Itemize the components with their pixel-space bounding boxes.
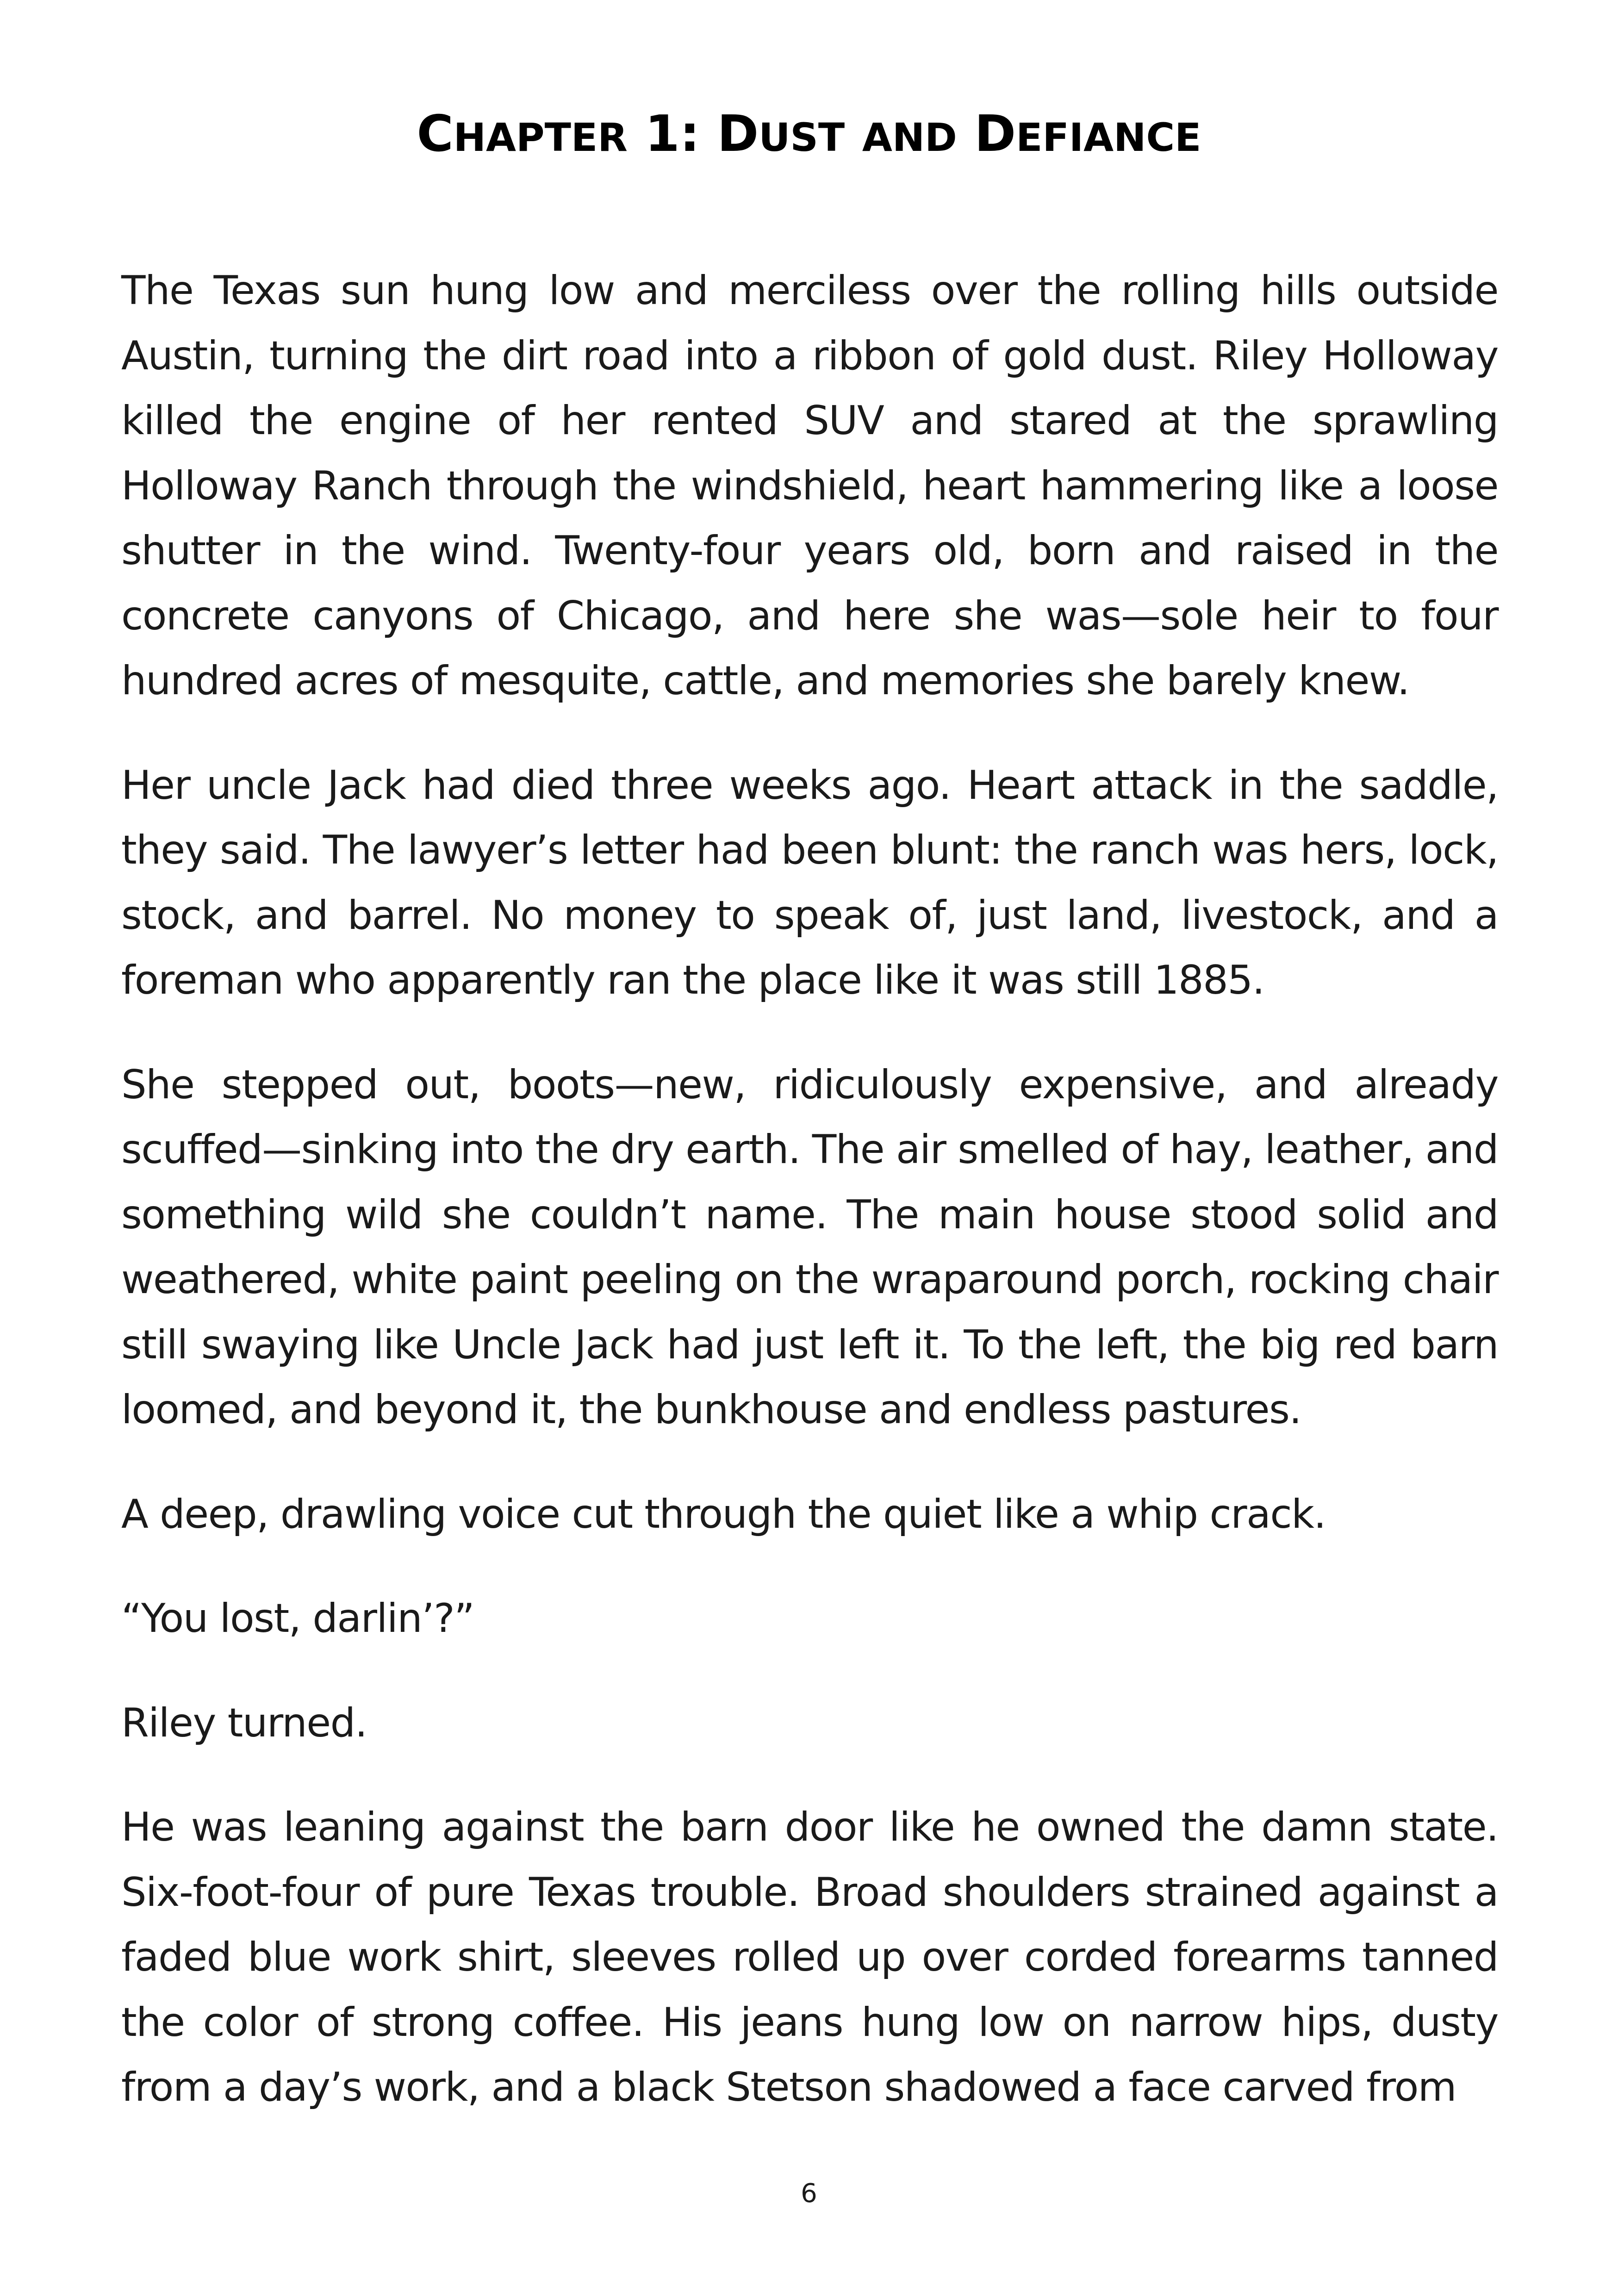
paragraph-1: The Texas sun hung low and merciless over the rolling hills outside Austin, turning the dirt road into a ribbon of gold dust. Riley Holloway killed the engine of her rented SUV and stared at the sprawling Holloway Ranch through the windshield, heart hammering like a loose shutter in the wind. Twenty-four years old, born and raised in the concrete canyons of Chicago, and here she was—sole heir to four hundred acres of mesquite, cattle, and memories she barely knew. xyxy=(121,268,1498,704)
title-fragment: 1: xyxy=(645,105,700,163)
paragraph-5: “You lost, darlin’?” xyxy=(121,1595,474,1642)
paragraph-7: He was leaning against the barn door like he owned the damn state. Six-foot-four of pure Texas trouble. Broad shoulders strained against a faded blue work shirt, sleeves rolled up over corded forearms tanned the color of strong coffee. His jeans hung low on narrow hips, dusty from a day’s work, and a black Stetson shadowed a face carved from xyxy=(121,1804,1498,2110)
title-fragment: D xyxy=(974,105,1016,163)
chapter-body xyxy=(121,258,1498,2120)
paragraph-2: Her uncle Jack had died three weeks ago. Heart attack in the saddle, they said. The lawyer’s letter had been blunt: the ranch was hers, lock, stock, and barrel. No money to speak of, just land, livestock, and a foreman who apparently ran the place like it was still 1885. xyxy=(121,762,1498,1003)
paragraph-3: She stepped out, boots—new, ridiculously expensive, and already scuffed—sinking into the dry earth. The air smelled of hay, leather, and something wild she couldn’t name. The main house stood solid and weathered, white paint peeling on the wraparound porch, rocking chair still swaying like Uncle Jack had just left it. To the left, the big red barn loomed, and beyond it, the bunkhouse and endless pastures. xyxy=(121,1061,1498,1433)
title-fragment: D xyxy=(717,105,759,163)
chapter-title xyxy=(0,100,1618,172)
page-number: 6 xyxy=(801,2178,817,2209)
title-fragment: EFIANCE xyxy=(1016,115,1201,160)
title-fragment: AND xyxy=(862,115,957,160)
title-fragment: UST xyxy=(759,115,845,160)
paragraph-4: A deep, drawling voice cut through the quiet like a whip crack. xyxy=(121,1491,1326,1537)
chapter-title-text xyxy=(417,105,1201,163)
title-fragment: C xyxy=(417,105,454,163)
paragraph-6: Riley turned. xyxy=(121,1699,367,1746)
title-fragment: HAPTER xyxy=(453,115,628,160)
